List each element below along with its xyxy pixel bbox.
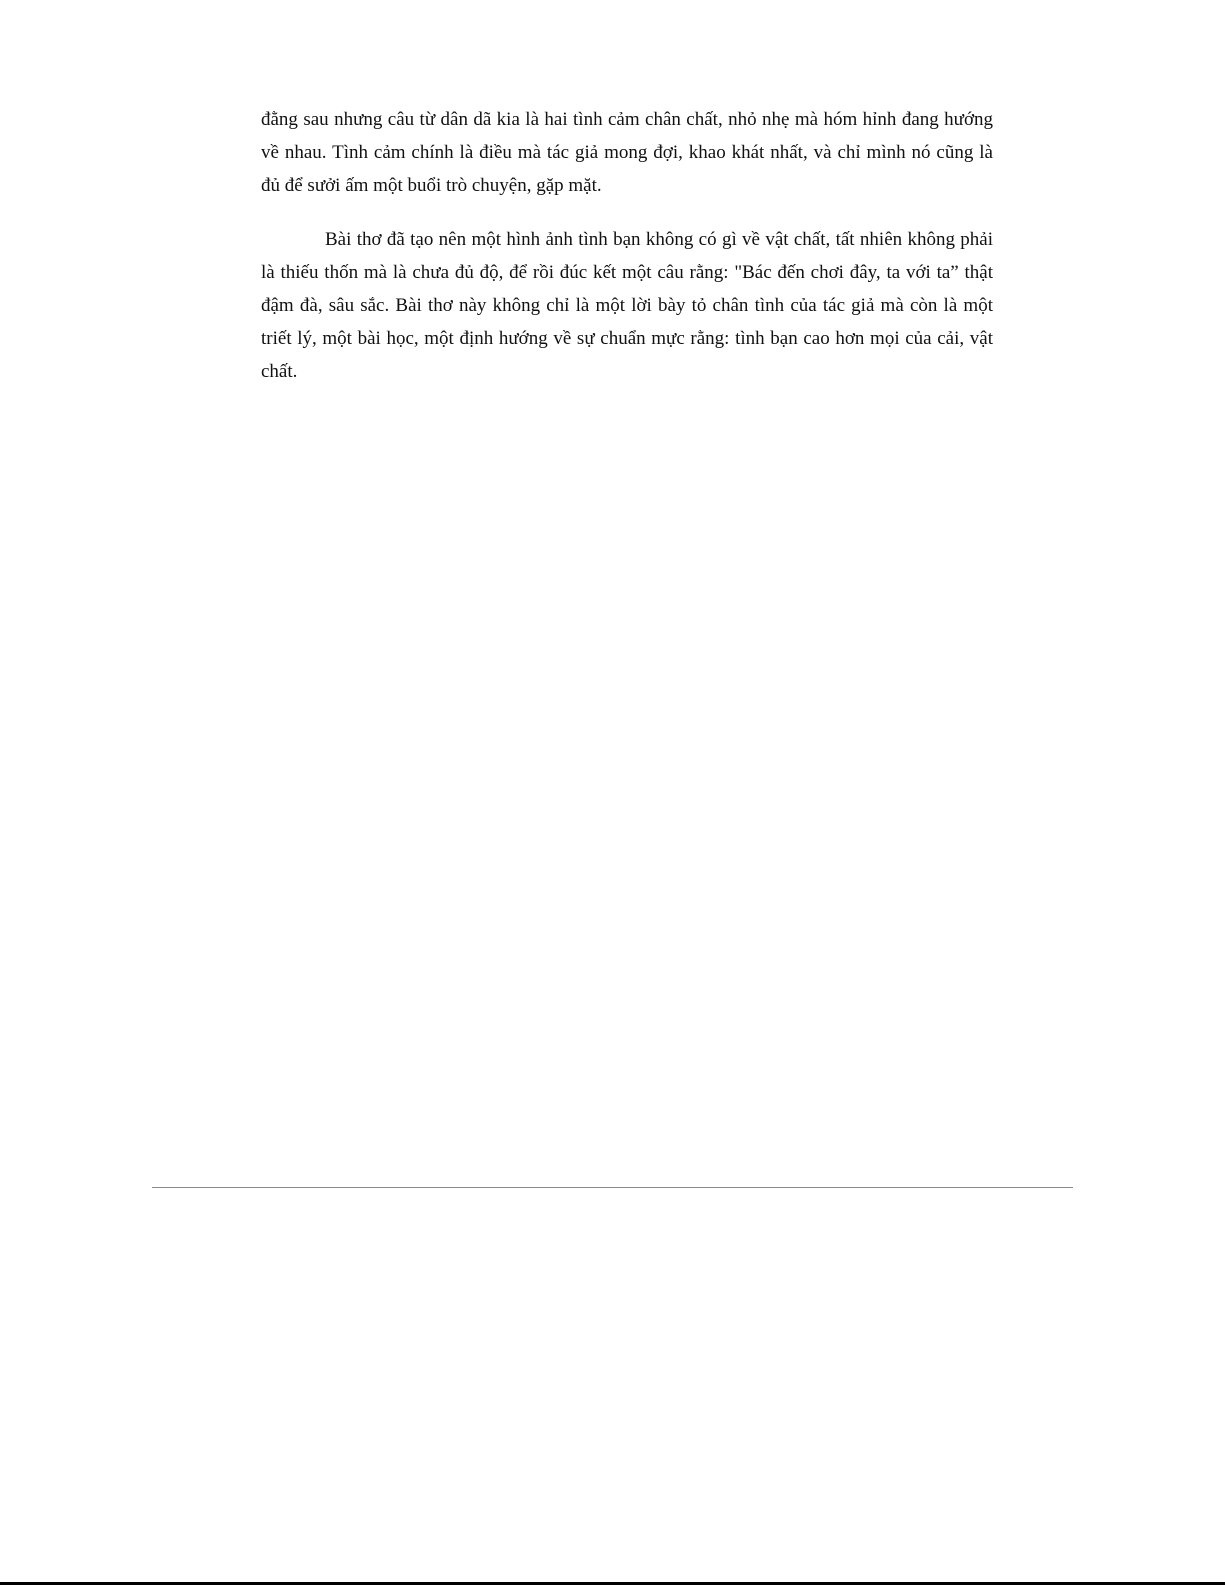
page-divider: [152, 1187, 1073, 1188]
body-paragraph-1: đằng sau nhưng câu từ dân dã kia là hai tình cảm chân chất, nhỏ nhẹ mà hóm hỉnh đang hướng về nhau. Tình cảm chính là điều mà tác giả mong đợi, khao khát nhất, và chỉ mình nó cũng là đủ để sưởi ấm một buổi trò chuyện, gặp mặt.: [261, 109, 993, 196]
body-paragraph-2: Bài thơ đã tạo nên một hình ảnh tình bạn không có gì về vật chất, tất nhiên không phải là thiếu thốn mà là chưa đủ độ, để rồi đúc kết một câu rằng: "Bác đến chơi đây, ta với ta” thật đậm đà, sâu sắc. Bài thơ này không chỉ là một lời bày tỏ chân tình của tác giả mà còn là một triết lý, một bài học, một định hướng về sự chuẩn mực rằng: tình bạn cao hơn mọi của cải, vật chất.: [261, 229, 993, 382]
